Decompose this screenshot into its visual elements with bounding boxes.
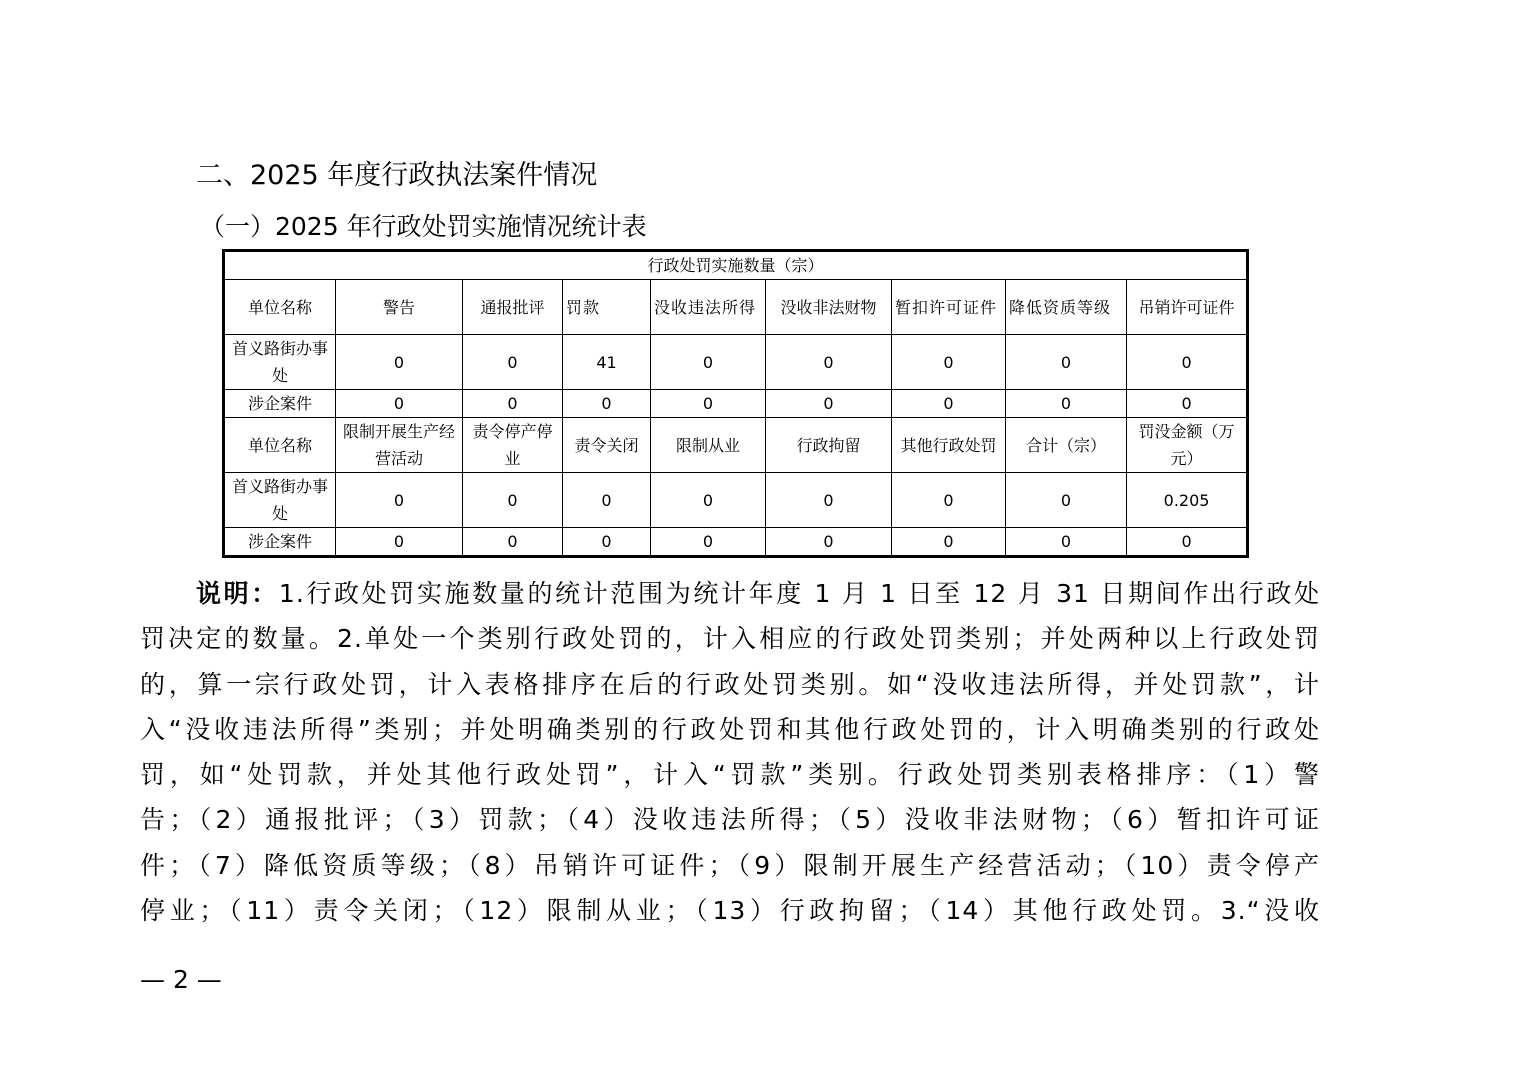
header-cell: 限制从业 bbox=[651, 418, 766, 473]
notes-paragraph bbox=[140, 571, 1320, 933]
notes-line: 件；（7）降低资质等级；（8）吊销许可证件；（9）限制开展生产经营活动；（10）责令停产 bbox=[140, 850, 1320, 880]
value-cell: 0 bbox=[1006, 528, 1127, 557]
value-cell: 0 bbox=[892, 473, 1006, 528]
notes-line: 罚，如“处罚款，并处其他行政处罚”，计入“罚款”类别。行政处罚类别表格排序：（1）警 bbox=[140, 760, 1320, 790]
value-cell: 0 bbox=[563, 473, 651, 528]
header-cell: 责令停产停业 bbox=[463, 418, 563, 473]
value-cell: 0 bbox=[1006, 473, 1127, 528]
header-cell: 合计（宗） bbox=[1006, 418, 1127, 473]
header-cell: 罚没金额（万元） bbox=[1127, 418, 1248, 473]
header-cell: 警告 bbox=[336, 280, 463, 335]
header-cell: 行政拘留 bbox=[766, 418, 892, 473]
table-header-row bbox=[224, 280, 1248, 335]
value-cell: 0 bbox=[463, 335, 563, 390]
unit-name-cell: 首义路街办事处 bbox=[224, 335, 336, 390]
header-cell: 通报批评 bbox=[463, 280, 563, 335]
notes-line: 罚决定的数量。2.单处一个类别行政处罚的，计入相应的行政处罚类别；并处两种以上行政处罚 bbox=[140, 624, 1320, 654]
value-cell: 0 bbox=[766, 335, 892, 390]
table-title-row bbox=[224, 251, 1248, 280]
value-cell: 0 bbox=[463, 473, 563, 528]
value-cell: 0.205 bbox=[1127, 473, 1248, 528]
value-cell: 0 bbox=[1006, 390, 1127, 418]
header-cell: 没收非法财物 bbox=[766, 280, 892, 335]
penalty-statistics-table bbox=[222, 249, 1249, 558]
table-row bbox=[224, 390, 1248, 418]
notes-line: 停业；（11）责令关闭；（12）限制从业；（13）行政拘留；（14）其他行政处罚。3.“没收 bbox=[140, 896, 1320, 926]
header-cell: 单位名称 bbox=[224, 418, 336, 473]
value-cell: 0 bbox=[336, 528, 463, 557]
value-cell: 0 bbox=[1127, 390, 1248, 418]
header-cell: 没收违法所得 bbox=[651, 280, 766, 335]
notes-label: 说明： bbox=[196, 579, 279, 608]
value-cell: 0 bbox=[892, 528, 1006, 557]
unit-name-cell: 涉企案件 bbox=[224, 390, 336, 418]
table-row bbox=[224, 528, 1248, 557]
value-cell: 0 bbox=[563, 528, 651, 557]
value-cell: 0 bbox=[1127, 335, 1248, 390]
table-row bbox=[224, 473, 1248, 528]
header-cell: 暂扣许可证件 bbox=[892, 280, 1006, 335]
value-cell: 0 bbox=[563, 390, 651, 418]
section-heading: 二、2025 年度行政执法案件情况 bbox=[196, 160, 598, 191]
page-number: — 2 — bbox=[140, 965, 222, 994]
value-cell: 0 bbox=[892, 390, 1006, 418]
value-cell: 0 bbox=[336, 473, 463, 528]
value-cell: 0 bbox=[651, 390, 766, 418]
value-cell: 0 bbox=[1127, 528, 1248, 557]
header-cell: 吊销许可证件 bbox=[1127, 280, 1248, 335]
value-cell: 0 bbox=[463, 390, 563, 418]
value-cell: 0 bbox=[766, 390, 892, 418]
value-cell: 0 bbox=[336, 390, 463, 418]
header-cell: 责令关闭 bbox=[563, 418, 651, 473]
notes-line: 告；（2）通报批评；（3）罚款；（4）没收违法所得；（5）没收非法财物；（6）暂扣许可证 bbox=[140, 805, 1320, 835]
header-cell: 单位名称 bbox=[224, 280, 336, 335]
value-cell: 0 bbox=[766, 528, 892, 557]
value-cell: 0 bbox=[651, 473, 766, 528]
notes-line: 入“没收违法所得”类别；并处明确类别的行政处罚和其他行政处罚的，计入明确类别的行政处 bbox=[140, 714, 1320, 744]
unit-name-cell: 涉企案件 bbox=[224, 528, 336, 557]
value-cell: 0 bbox=[892, 335, 1006, 390]
table-subheading: （一）2025 年行政处罚实施情况统计表 bbox=[200, 212, 647, 241]
notes-line-text: 1.行政处罚实施数量的统计范围为统计年度 1 月 1 日至 12 月 31 日期间作出行政处 bbox=[278, 579, 1320, 608]
header-cell: 其他行政处罚 bbox=[892, 418, 1006, 473]
value-cell: 0 bbox=[651, 335, 766, 390]
value-cell: 0 bbox=[766, 473, 892, 528]
value-cell: 0 bbox=[651, 528, 766, 557]
notes-line: 的，算一宗行政处罚，计入表格排序在后的行政处罚类别。如“没收违法所得，并处罚款”，计 bbox=[140, 669, 1320, 699]
notes-line bbox=[140, 571, 1320, 616]
header-cell: 降低资质等级 bbox=[1006, 280, 1127, 335]
table-title: 行政处罚实施数量（宗） bbox=[224, 251, 1248, 280]
value-cell: 0 bbox=[336, 335, 463, 390]
value-cell: 41 bbox=[563, 335, 651, 390]
table-header-row bbox=[224, 418, 1248, 473]
header-cell: 罚款 bbox=[563, 280, 651, 335]
table-row bbox=[224, 335, 1248, 390]
value-cell: 0 bbox=[463, 528, 563, 557]
value-cell: 0 bbox=[1006, 335, 1127, 390]
header-cell: 限制开展生产经营活动 bbox=[336, 418, 463, 473]
unit-name-cell: 首义路街办事处 bbox=[224, 473, 336, 528]
